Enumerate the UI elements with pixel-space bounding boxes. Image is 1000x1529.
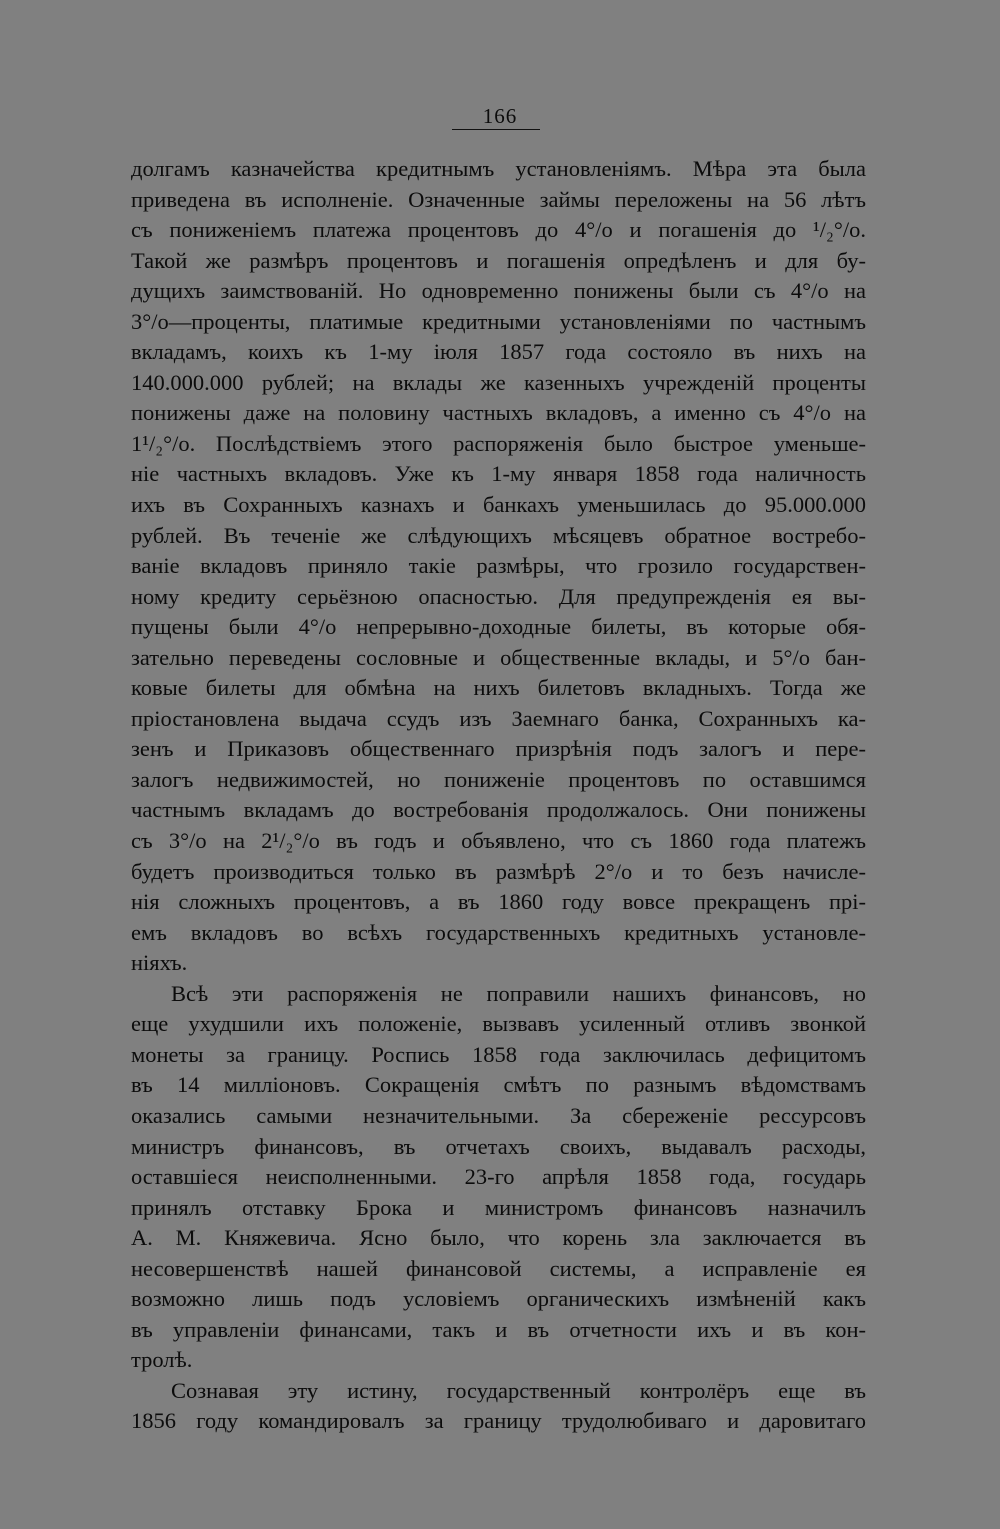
text-line: тролѣ. [131,1347,193,1373]
text-line: вкладамъ, коихъ къ 1-му іюля 1857 года состояло въ нихъ на [131,339,866,365]
text-line: 3°/o—проценты, платимые кредитными установленіями по частнымъ [131,308,866,334]
text-line: принялъ отставку Брока и министромъ финансовъ назначилъ [131,1194,866,1220]
text-line: оказались самыми незначительными. За сбереженіе рессурсовъ [131,1102,866,1128]
text-line: въ управленіи финансами, такъ и въ отчетности ихъ и въ кон- [131,1316,866,1342]
text-line: пріостановлена выдача ссудъ изъ Заемнаго банка, Сохранныхъ ка- [131,705,866,731]
text-line: ніяхъ. [131,950,188,976]
text-line: емъ вкладовъ во всѣхъ государственныхъ кредитныхъ установле- [131,919,866,945]
text-line: несовершенствѣ нашей финансовой системы, а исправленіе ея [131,1255,866,1281]
text-line: Такой же размѣръ процентовъ и погашенія опредѣленъ и для бу- [131,247,866,273]
text-line: дущихъ заимствованій. Но одновременно понижены были съ 4°/o на [131,278,866,304]
text-line: еще ухудшили ихъ положеніе, вызвавъ усиленный отливъ звонкой [131,1011,866,1037]
text-line: оставшіеся неисполненными. 23-го апрѣля 1858 года, государь [131,1164,866,1190]
text-line: понижены даже на половину частныхъ вкладовъ, а именно съ 4°/o на [131,400,866,426]
text-line: зенъ и Приказовъ общественнаго призрѣнія подъ залогъ и пере- [131,736,866,762]
text-line: А. М. Княжевича. Ясно было, что корень зла заключается въ [131,1225,866,1251]
text-line: министръ финансовъ, въ отчетахъ своихъ, выдавалъ расходы, [131,1133,866,1159]
text-line: Всѣ эти распоряженія не поправили нашихъ финансовъ, но [171,980,866,1006]
text-line: съ пониженіемъ платежа процентовъ до 4°/o и погашенія до ¹/₂°/o. [131,217,866,243]
text-line: монеты за границу. Роспись 1858 года заключилась дефицитомъ [131,1041,866,1067]
text-line: ковые билеты для обмѣна на нихъ билетовъ вкладныхъ. Тогда же [131,675,866,701]
text-line: съ 3°/o на 2¹/₂°/o въ годъ и объявлено, что съ 1860 года платежъ [131,828,866,854]
text-line: въ 14 милліоновъ. Сокращенія смѣтъ по разнымъ вѣдомствамъ [131,1072,866,1098]
text-line: 1856 году командировалъ за границу трудолюбиваго и даровитаго [131,1408,866,1434]
page-number: 166 [482,104,518,128]
text-line: 1¹/₂°/o. Послѣдствіемъ этого распоряженія было быстрое уменьше- [131,430,866,456]
text-line: рублей. Въ теченіе же слѣдующихъ мѣсяцевъ обратное востребо- [131,522,866,548]
text-line: ихъ въ Сохранныхъ казнахъ и банкахъ уменьшилась до 95.000.000 [131,492,866,518]
text-line: нія сложныхъ процентовъ, а въ 1860 году вовсе прекращенъ прі- [131,889,866,915]
text-line: долгамъ казначейства кредитнымъ установленіямъ. Мѣра эта была [131,156,866,181]
text-line: ному кредиту серьёзною опасностью. Для предупрежденія ея вы- [131,583,866,609]
body-text [131,154,866,1437]
text-line: ніе частныхъ вкладовъ. Уже къ 1-му января 1858 года наличность [131,461,866,487]
text-line: возможно лишь подъ условіемъ органическихъ измѣненій какъ [131,1286,866,1312]
text-line: пущены были 4°/o непрерывно-доходные билеты, въ которые обя- [131,614,866,640]
text-line: будетъ производиться только въ размѣрѣ 2°/o и то безъ начисле- [131,858,866,884]
text-line: приведена въ исполненіе. Означенные займы переложены на 56 лѣтъ [131,186,866,212]
text-line: залогъ недвижимостей, но пониженіе процентовъ по оставшимся [131,766,866,792]
text-line: 140.000.000 рублей; на вклады же казенныхъ учрежденій проценты [131,369,866,395]
page-number-rule [452,129,540,130]
text-line: Сознавая эту истину, государственный контролёръ еще въ [171,1377,866,1403]
text-line: зательно переведены сословные и общественные вклады, и 5°/o бан- [131,644,866,670]
text-line: частнымъ вкладамъ до востребованія продолжалось. Они понижены [131,797,866,823]
text-line: ваніе вкладовъ приняло такіе размѣры, что грозило государствен- [131,553,866,579]
